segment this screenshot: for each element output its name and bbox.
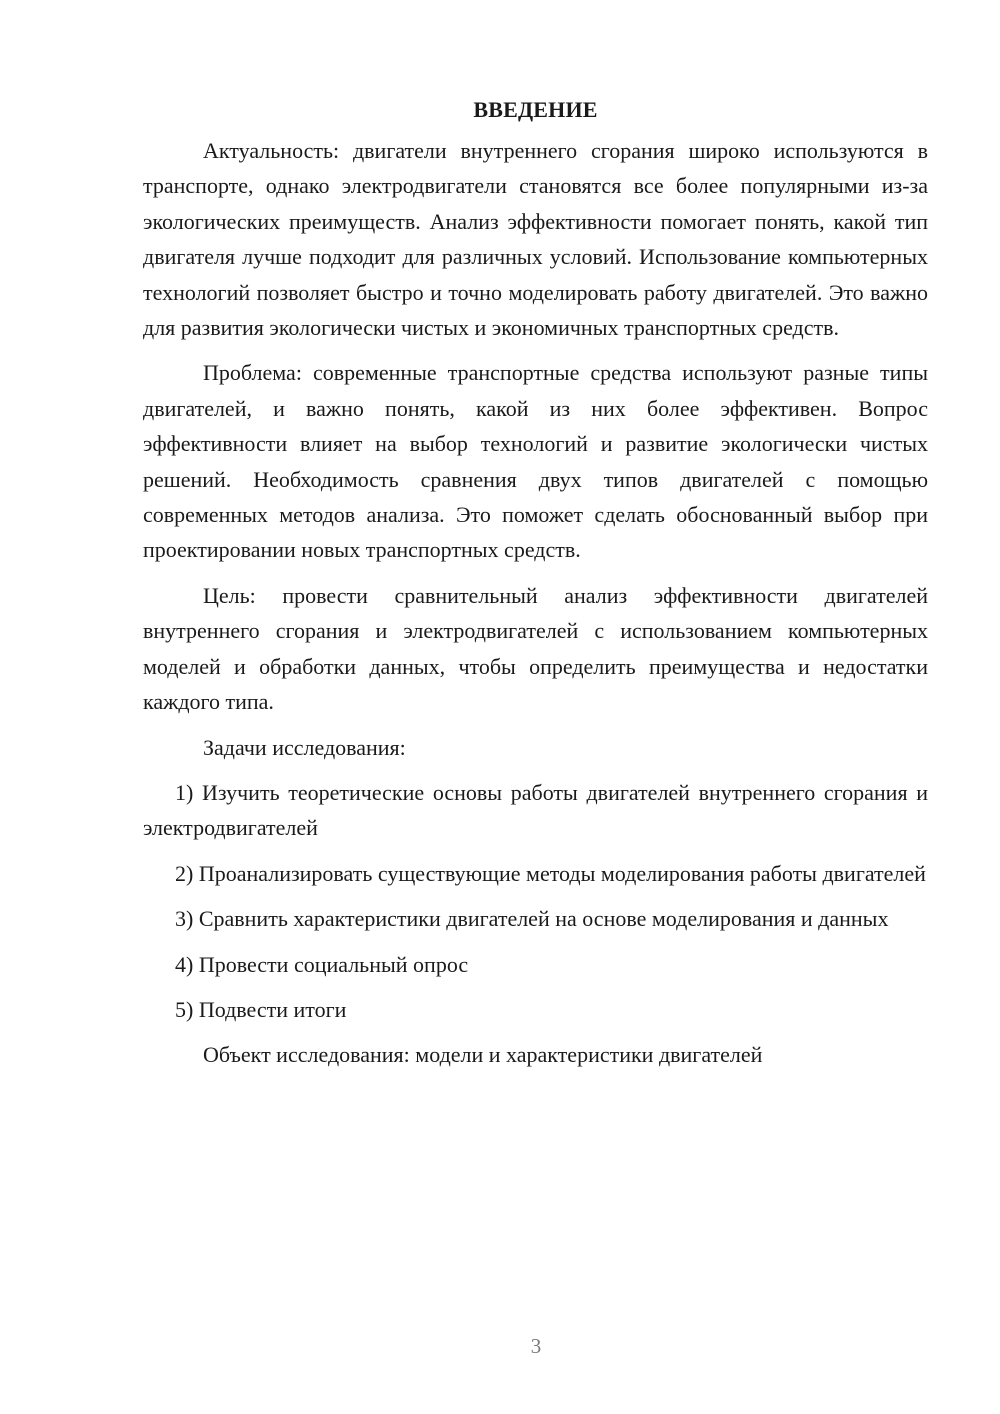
tasks-title: Задачи исследования:	[203, 734, 406, 760]
paragraph-goal: Цель: провести сравнительный анализ эффективности двигателей внутреннего сгорания и электродвигателей с использованием компьютерных моделей и обработки данных, чтобы определить преимущества и недостатки каждого типа.	[143, 582, 928, 715]
paragraph-problem: Проблема: современные транспортные средства используют разные типы двигателей, и важно понять, какой из них более эффективен. Вопрос эффективности влияет на выбор технологий и развитие экологически чистых решений. Необходимость сравнения двух типов двигателей с помощью современных методов анализа. Это поможет сделать обоснованный выбор при проектировании новых транспортных средств.	[143, 360, 928, 563]
task-item-1: 1) Изучить теоретические основы работы двигателей внутреннего сгорания и электродвигателей	[143, 779, 928, 841]
paragraph-relevance: Актуальность: двигатели внутреннего сгорания широко используются в транспорте, однако электродвигатели становятся все более популярными из-за экологических преимуществ. Анализ эффективности помогает понять, какой тип двигателя лучше подходит для различных условий. Использование компьютерных технологий позволяет быстро и точно моделировать работу двигателей. Это важно для развития экологически чистых и экономичных транспортных средств.	[143, 138, 928, 341]
document-body	[143, 92, 928, 1083]
task-item-3: 3) Сравнить характеристики двигателей на основе моделирования и данных	[175, 906, 889, 932]
section-heading: ВВЕДЕНИЕ	[473, 97, 598, 122]
task-item-2: 2) Проанализировать существующие методы моделирования работы двигателей	[175, 860, 926, 886]
research-object: Объект исследования: модели и характеристики двигателей	[203, 1042, 763, 1068]
page-number: 3	[530, 1334, 542, 1358]
task-item-5: 5) Подвести итоги	[175, 996, 347, 1022]
task-item-4: 4) Провести социальный опрос	[175, 951, 469, 977]
